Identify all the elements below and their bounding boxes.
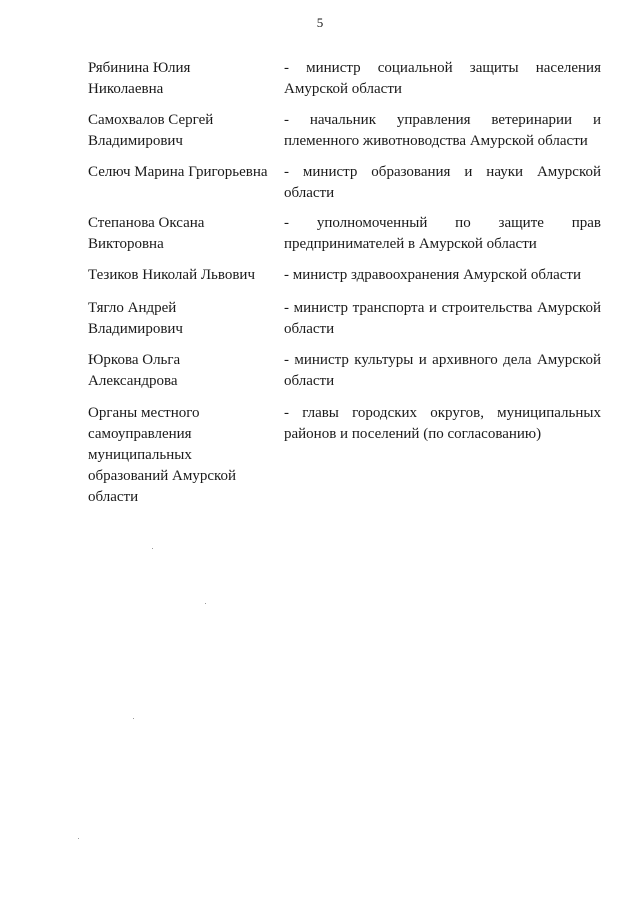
official-position: - уполномоченный по защите прав предпринимателей в Амурской области [284, 215, 601, 252]
official-position: - министр социальной защиты населения Амурской области [284, 60, 601, 97]
official-position: - министр образования и науки Амурской области [284, 164, 601, 201]
official-position: - главы городских округов, муниципальных районов и поселений (по согласованию) [284, 405, 601, 442]
scan-speck [78, 838, 79, 839]
official-name: Селюч Марина Григорьевна [88, 164, 268, 180]
official-position: - начальник управления ветеринарии и племенного животноводства Амурской области [284, 112, 601, 149]
official-position: - министр здравоохранения Амурской области [284, 267, 581, 283]
official-name: Органы местного самоуправления муниципальных образований Амурской области [88, 405, 237, 505]
page-number: 5 [316, 15, 324, 30]
official-name: Тезиков Николай Львович [88, 267, 255, 283]
official-name: Степанова Оксана Викторовна [88, 215, 205, 252]
official-name: Самохвалов Сергей Владимирович [88, 112, 214, 149]
official-name: Юркова Ольга Александрова [88, 352, 181, 389]
official-name: Рябинина Юлия Николаевна [88, 60, 191, 97]
official-position: - министр культуры и архивного дела Амурской области [284, 352, 601, 389]
scan-speck [205, 603, 206, 604]
scan-speck [152, 548, 153, 549]
official-position: - министр транспорта и строительства Амурской области [284, 300, 601, 337]
scan-speck [133, 718, 134, 719]
official-name: Тягло Андрей Владимирович [88, 300, 183, 337]
